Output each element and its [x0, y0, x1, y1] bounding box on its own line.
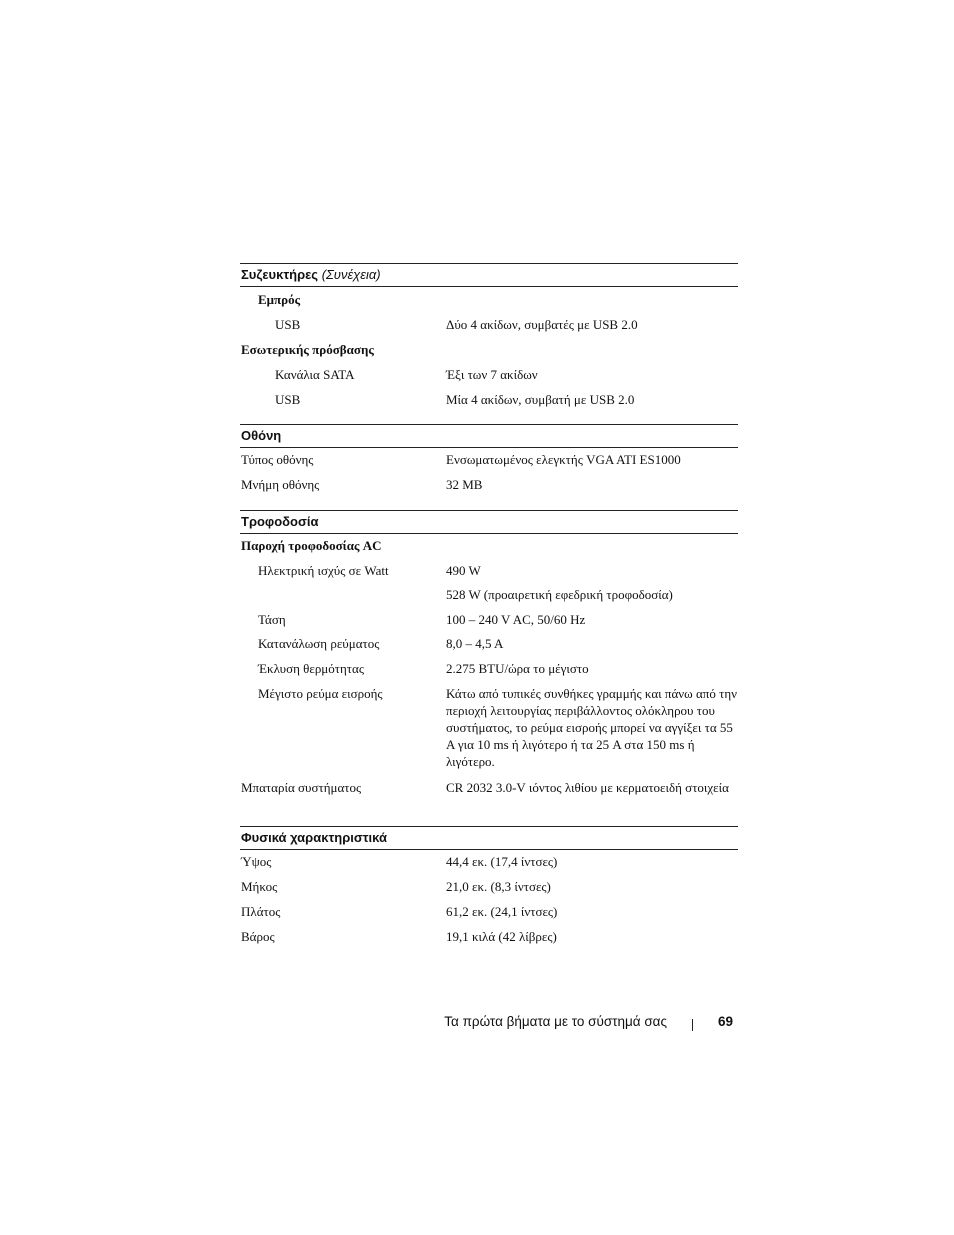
- footer-separator: [692, 1019, 693, 1031]
- spec-row: [240, 586, 738, 611]
- spec-row: [240, 476, 738, 501]
- spec-value: 100 – 240 V AC, 50/60 Hz: [446, 612, 586, 627]
- spec-row: [240, 451, 738, 476]
- spec-row: [240, 779, 738, 823]
- spec-row: [240, 366, 738, 391]
- spec-value: CR 2032 3.0-V ιόντος λιθίου με κερματοειδή στοιχεία: [446, 780, 729, 795]
- spec-value: 61,2 εκ. (24,1 ίντσες): [446, 904, 558, 919]
- spec-row: [240, 928, 738, 953]
- spec-row: [240, 635, 738, 660]
- spec-value: 19,1 κιλά (42 λίβρες): [446, 929, 557, 944]
- spec-label: Εμπρός: [258, 292, 301, 307]
- spec-value: 32 MB: [446, 477, 483, 492]
- spec-label: Έκλυση θερμότητας: [258, 661, 364, 676]
- spec-label: Κανάλια SATA: [275, 367, 355, 382]
- spec-label: Μνήμη οθόνης: [241, 477, 320, 492]
- spec-tables: [240, 263, 738, 953]
- spec-value: Μία 4 ακίδων, συμβατή με USB 2.0: [446, 392, 635, 407]
- footer-title: Τα πρώτα βήματα με το σύστημά σας: [444, 1014, 667, 1029]
- section-physical: [240, 826, 738, 953]
- spec-row: [240, 537, 738, 562]
- spec-label: Πλάτος: [241, 904, 281, 919]
- spec-label: Μέγιστο ρεύμα εισροής: [258, 686, 383, 701]
- spec-value: 21,0 εκ. (8,3 ίντσες): [446, 879, 551, 894]
- spec-value: 8,0 – 4,5 A: [446, 636, 504, 651]
- spec-label: Ηλεκτρική ισχύς σε Watt: [258, 563, 389, 578]
- section-title-text: Φυσικά χαρακτηριστικά: [241, 830, 387, 845]
- spec-value: Δύο 4 ακίδων, συμβατές με USB 2.0: [446, 317, 638, 332]
- section-power: [240, 510, 738, 823]
- spec-label: Κατανάλωση ρεύματος: [258, 636, 380, 651]
- spec-label: Τύπος οθόνης: [241, 452, 314, 467]
- spec-label: Παροχή τροφοδοσίας AC: [241, 538, 382, 553]
- spec-label: USB: [275, 392, 301, 407]
- spec-row: [240, 291, 738, 316]
- spec-row: [240, 341, 738, 366]
- spec-value: Κάτω από τυπικές συνθήκες γραμμής και πάνω από την περιοχή λειτουργίας περιβάλλοντος ολόκληρου του συστήματος, το ρεύμα εισροής μπορεί να αγγίξει τα 55 A για 10 ms ή λιγότερο ή τα 25 A στα 150 ms ή λιγότερο.: [446, 686, 738, 769]
- spec-label: Μπαταρία συστήματος: [241, 780, 362, 795]
- section-title-power: [240, 510, 738, 534]
- section-title-suffix: (Συνέχεια): [321, 267, 381, 282]
- spec-row: [240, 878, 738, 903]
- spec-value: 490 W: [446, 563, 481, 578]
- section-title-text: Συζευκτήρες: [241, 267, 319, 282]
- spec-row: [240, 685, 738, 779]
- spec-value: Έξι των 7 ακίδων: [446, 367, 538, 382]
- spec-value: 528 W (προαιρετική εφεδρική τροφοδοσία): [446, 587, 673, 602]
- section-display: [240, 424, 738, 501]
- section-title-text: Οθόνη: [241, 428, 282, 443]
- spec-label: USB: [275, 317, 301, 332]
- spec-row: [240, 660, 738, 685]
- spec-label: Βάρος: [241, 929, 275, 944]
- spec-row: [240, 391, 738, 416]
- spec-label: Εσωτερικής πρόσβασης: [241, 342, 374, 357]
- section-connectors: [240, 263, 738, 416]
- spec-row: [240, 903, 738, 928]
- section-title-text: Τροφοδοσία: [241, 514, 319, 529]
- spec-row: [240, 316, 738, 341]
- spec-value: 44,4 εκ. (17,4 ίντσες): [446, 854, 558, 869]
- spec-label: Ύψος: [241, 854, 272, 869]
- spec-value: 2.275 BTU/ώρα το μέγιστο: [446, 661, 589, 676]
- section-title-connectors: [240, 263, 738, 287]
- spec-row: [240, 611, 738, 635]
- spec-label: Τάση: [258, 612, 286, 627]
- section-title-display: [240, 424, 738, 448]
- spec-label: Μήκος: [241, 879, 278, 894]
- spec-row: [240, 562, 738, 586]
- spec-value: Ενσωματωμένος ελεγκτής VGA ATI ES1000: [446, 452, 681, 467]
- spec-row: [240, 853, 738, 878]
- section-title-physical: [240, 826, 738, 850]
- page-number: 69: [718, 1014, 734, 1029]
